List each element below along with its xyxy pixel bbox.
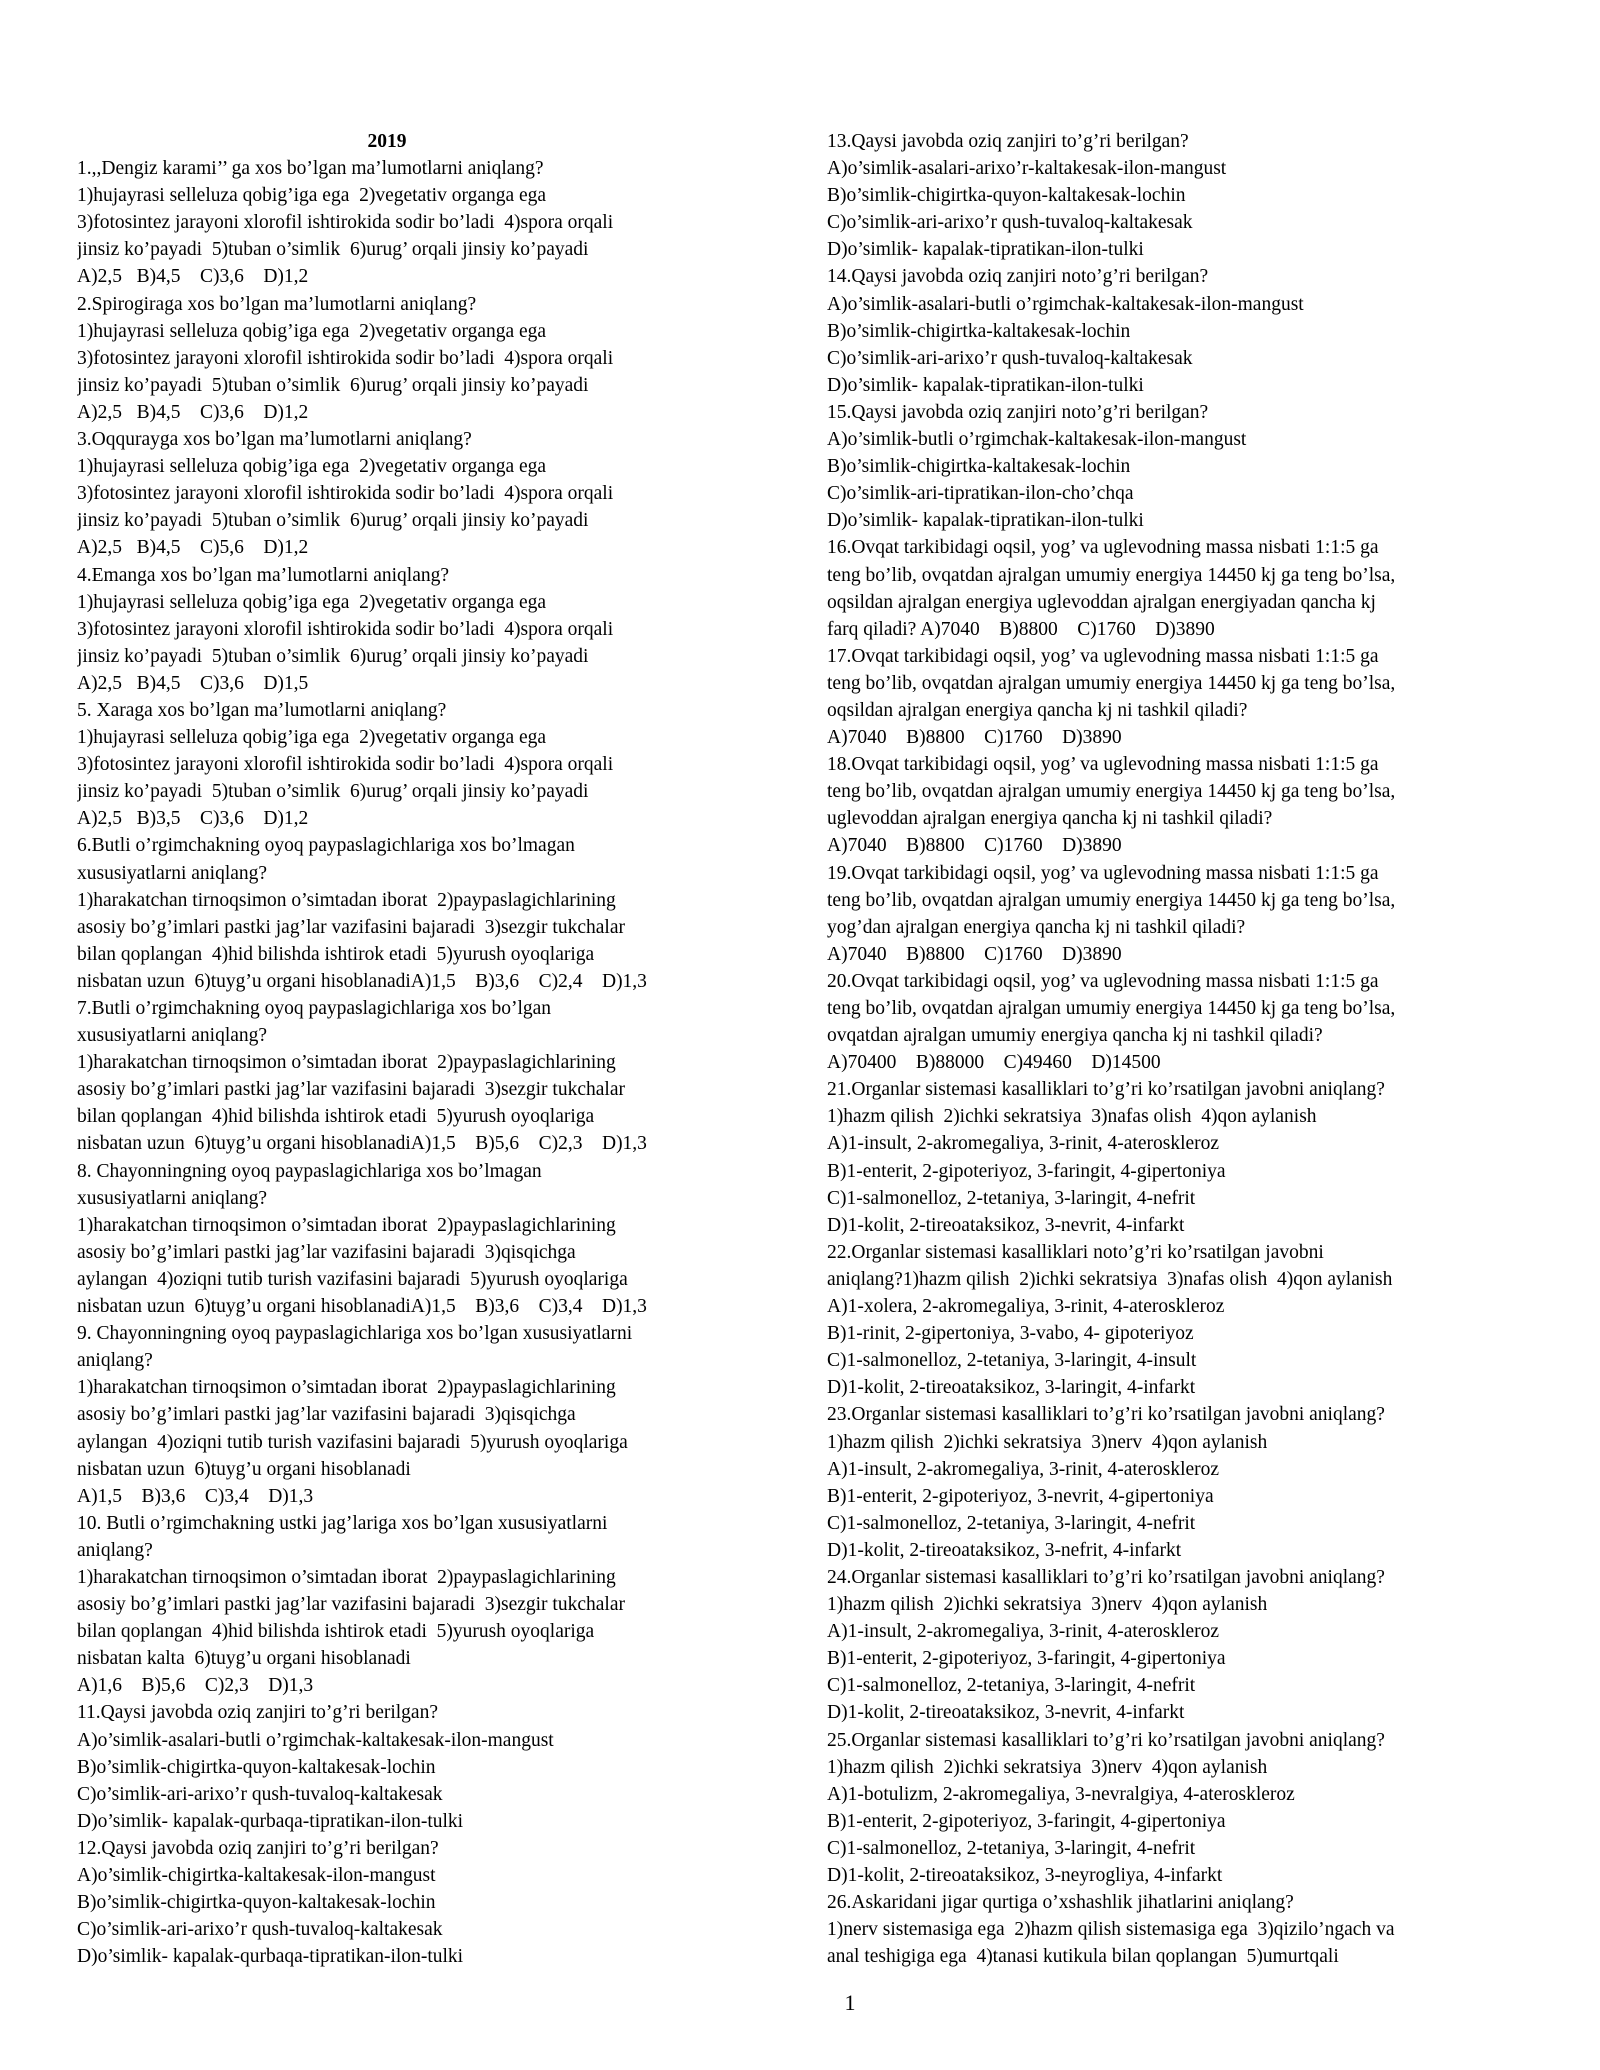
text-line: A)o’simlik-asalari-butli o’rgimchak-kaltakesak-ilon-mangust xyxy=(827,293,1304,315)
text-line: 8. Chayonningning oyoq paypaslagichlariga xos bo’lmagan xyxy=(77,1160,542,1182)
text-line: aylangan 4)oziqni tutib turish vazifasini bajaradi 5)yurush oyoqlariga xyxy=(77,1268,628,1290)
text-line: A)1,6 B)5,6 C)2,3 D)1,3 xyxy=(77,1675,314,1697)
text-line: A)1-xolera, 2-akromegaliya, 3-rinit, 4-ateroskleroz xyxy=(827,1296,1225,1318)
text-line: C)o’simlik-ari-arixo’r qush-tuvaloq-kaltakesak xyxy=(827,212,1193,234)
text-line: oqsildan ajralgan energiya qancha kj ni tashkil qiladi? xyxy=(827,699,1248,721)
text-line: 7.Butli o’rgimchakning oyoq paypaslagichlariga xos bo’lgan xyxy=(77,998,552,1019)
text-line: A)7040 B)8800 C)1760 D)3890 xyxy=(827,943,1122,965)
text-line: D)1-kolit, 2-tireoataksikoz, 3-neyrogliya, 4-infarkt xyxy=(827,1865,1223,1886)
text-line: farq qiladi? A)7040 B)8800 C)1760 D)3890 xyxy=(827,618,1215,640)
text-line: 3.Oqqurayga xos bo’lgan ma’lumotlarni aniqlang? xyxy=(77,429,472,451)
text-line: aniqlang? xyxy=(77,1350,153,1372)
text-line: yog’dan ajralgan energiya qancha kj ni tashkil qiladi? xyxy=(827,916,1246,938)
text-line: D)1-kolit, 2-tireoataksikoz, 3-nevrit, 4-infarkt xyxy=(827,1702,1185,1724)
text-line: B)1-enterit, 2-gipoteriyoz, 3-faringit, 4-gipertoniya xyxy=(827,1810,1226,1832)
text-line: 1)harakatchan tirnoqsimon o’simtadan iborat 2)paypaslagichlarining xyxy=(77,1052,616,1074)
text-line: A)o’simlik-asalari-butli o’rgimchak-kaltakesak-ilon-mangust xyxy=(77,1729,554,1751)
text-line: C)1-salmonelloz, 2-tetaniya, 3-laringit, 4-nefrit xyxy=(827,1675,1196,1697)
text-line: 16.Ovqat tarkibidagi oqsil, yog’ va uglevodning massa nisbati 1:1:5 ga xyxy=(827,537,1379,559)
text-line: C)o’simlik-ari-arixo’r qush-tuvaloq-kaltakesak xyxy=(77,1783,443,1805)
text-line: C)o’simlik-ari-arixo’r qush-tuvaloq-kaltakesak xyxy=(77,1919,443,1941)
text-line: A)7040 B)8800 C)1760 D)3890 xyxy=(827,835,1122,857)
text-line: nisbatan uzun 6)tuyg’u organi hisoblanadiA)1,5 B)5,6 C)2,3 D)1,3 xyxy=(77,1133,647,1155)
text-line: B)o’simlik-chigirtka-kaltakesak-lochin xyxy=(827,320,1131,342)
text-line: xususiyatlarni aniqlang? xyxy=(77,862,268,884)
page-number: 1 xyxy=(844,1990,856,2015)
text-line: 1)hujayrasi selleluza qobig’iga ega 2)vegetativ organga ega xyxy=(77,727,547,749)
text-line: A)7040 B)8800 C)1760 D)3890 xyxy=(827,727,1122,749)
text-line: 1)hazm qilish 2)ichki sekratsiya 3)nerv 4)qon aylanish xyxy=(827,1594,1268,1616)
text-line: A)o’simlik-chigirtka-kaltakesak-ilon-mangust xyxy=(77,1865,436,1886)
text-line: teng bo’lib, ovqatdan ajralgan umumiy energiya 14450 kj ga teng bo’lsa, xyxy=(827,672,1396,694)
text-line: A)2,5 B)4,5 C)3,6 D)1,2 xyxy=(77,401,309,423)
text-line: nisbatan uzun 6)tuyg’u organi hisoblanadiA)1,5 B)3,6 C)2,4 D)1,3 xyxy=(77,970,647,992)
text-line: 25.Organlar sistemasi kasalliklari to’g’ri ko’rsatilgan javobni aniqlang? xyxy=(827,1729,1385,1751)
text-line: C)1-salmonelloz, 2-tetaniya, 3-laringit, 4-nefrit xyxy=(827,1837,1196,1859)
text-line: asosiy bo’g’imlari pastki jag’lar vazifasini bajaradi 3)qisqichga xyxy=(77,1241,576,1263)
text-line: B)1-enterit, 2-gipoteriyoz, 3-nevrit, 4-gipertoniya xyxy=(827,1485,1214,1507)
text-line: D)1-kolit, 2-tireoataksikoz, 3-nevrit, 4-infarkt xyxy=(827,1214,1185,1236)
text-line: asosiy bo’g’imlari pastki jag’lar vazifasini bajaradi 3)qisqichga xyxy=(77,1404,576,1426)
text-line: D)o’simlik- kapalak-qurbaqa-tipratikan-ilon-tulki xyxy=(77,1810,464,1832)
text-line: B)o’simlik-chigirtka-quyon-kaltakesak-lochin xyxy=(77,1892,436,1914)
text-line: C)o’simlik-ari-tipratikan-ilon-cho’chqa xyxy=(827,483,1134,505)
text-line: C)1-salmonelloz, 2-tetaniya, 3-laringit, 4-insult xyxy=(827,1350,1197,1372)
text-line: uglevoddan ajralgan energiya qancha kj ni tashkil qiladi? xyxy=(827,808,1273,830)
text-line: 6.Butli o’rgimchakning oyoq paypaslagichlariga xos bo’lmagan xyxy=(77,835,575,857)
text-line: oqsildan ajralgan energiya uglevoddan ajralgan energiyadan qancha kj xyxy=(827,591,1376,613)
text-line: D)o’simlik- kapalak-tipratikan-ilon-tulki xyxy=(827,239,1144,261)
text-line: jinsiz ko’payadi 5)tuban o’simlik 6)urug’ orqali jinsiy ko’payadi xyxy=(77,510,589,532)
text-line: asosiy bo’g’imlari pastki jag’lar vazifasini bajaradi 3)sezgir tukchalar xyxy=(77,916,625,938)
text-line: B)1-enterit, 2-gipoteriyoz, 3-faringit, 4-gipertoniya xyxy=(827,1160,1226,1182)
text-line: 1)hujayrasi selleluza qobig’iga ega 2)vegetativ organga ega xyxy=(77,320,547,342)
text-line: 11.Qaysi javobda oziq zanjiri to’g’ri berilgan? xyxy=(77,1702,438,1724)
text-line: nisbatan uzun 6)tuyg’u organi hisoblanadi xyxy=(77,1458,411,1480)
text-line: bilan qoplangan 4)hid bilishda ishtirok etadi 5)yurush oyoqlariga xyxy=(77,943,595,965)
text-line: A)1,5 B)3,6 C)3,4 D)1,3 xyxy=(77,1485,314,1507)
text-line: B)1-enterit, 2-gipoteriyoz, 3-faringit, 4-gipertoniya xyxy=(827,1648,1226,1670)
text-line: D)1-kolit, 2-tireoataksikoz, 3-laringit, 4-infarkt xyxy=(827,1377,1196,1399)
text-line: 1)hujayrasi selleluza qobig’iga ega 2)vegetativ organga ega xyxy=(77,456,547,478)
text-line: xususiyatlarni aniqlang? xyxy=(77,1025,268,1047)
text-line: A)70400 B)88000 C)49460 D)14500 xyxy=(827,1052,1161,1074)
text-line: ovqatdan ajralgan umumiy energiya qancha kj ni tashkil qiladi? xyxy=(827,1025,1323,1047)
text-line: 9. Chayonningning oyoq paypaslagichlariga xos bo’lgan xususiyatlarni xyxy=(77,1323,633,1345)
text-line: 17.Ovqat tarkibidagi oqsil, yog’ va uglevodning massa nisbati 1:1:5 ga xyxy=(827,645,1379,667)
text-line: A)2,5 B)4,5 C)3,6 D)1,5 xyxy=(77,672,309,694)
text-line: A)1-insult, 2-akromegaliya, 3-rinit, 4-ateroskleroz xyxy=(827,1621,1220,1643)
text-line: 3)fotosintez jarayoni xlorofil ishtirokida sodir bo’ladi 4)spora orqali xyxy=(77,754,614,776)
text-line: aniqlang? xyxy=(77,1539,153,1561)
text-line: 5. Xaraga xos bo’lgan ma’lumotlarni aniqlang? xyxy=(77,699,447,721)
text-line: D)o’simlik- kapalak-qurbaqa-tipratikan-ilon-tulki xyxy=(77,1946,464,1968)
text-line: jinsiz ko’payadi 5)tuban o’simlik 6)urug’ orqali jinsiy ko’payadi xyxy=(77,239,589,261)
text-line: 12.Qaysi javobda oziq zanjiri to’g’ri berilgan? xyxy=(77,1837,439,1859)
text-line: 2.Spirogiraga xos bo’lgan ma’lumotlarni aniqlang? xyxy=(77,293,477,315)
text-line: jinsiz ko’payadi 5)tuban o’simlik 6)urug’ orqali jinsiy ko’payadi xyxy=(77,374,589,396)
text-line: 1)harakatchan tirnoqsimon o’simtadan iborat 2)paypaslagichlarining xyxy=(77,1566,616,1588)
text-line: 10. Butli o’rgimchakning ustki jag’lariga xos bo’lgan xususiyatlarni xyxy=(77,1512,608,1534)
text-line: A)o’simlik-asalari-arixo’r-kaltakesak-ilon-mangust xyxy=(827,158,1227,180)
text-line: aylangan 4)oziqni tutib turish vazifasini bajaradi 5)yurush oyoqlariga xyxy=(77,1431,628,1453)
text-line: anal teshigiga ega 4)tanasi kutikula bilan qoplangan 5)umurtqali xyxy=(827,1946,1339,1968)
text-line: 26.Askaridani jigar qurtiga o’xshashlik jihatlarini aniqlang? xyxy=(827,1892,1294,1914)
text-line: C)o’simlik-ari-arixo’r qush-tuvaloq-kaltakesak xyxy=(827,347,1193,369)
text-line: D)o’simlik- kapalak-tipratikan-ilon-tulki xyxy=(827,510,1144,532)
text-line: 1)hazm qilish 2)ichki sekratsiya 3)nafas olish 4)qon aylanish xyxy=(827,1106,1317,1128)
text-line: nisbatan uzun 6)tuyg’u organi hisoblanadiA)1,5 B)3,6 C)3,4 D)1,3 xyxy=(77,1296,647,1318)
text-line: C)1-salmonelloz, 2-tetaniya, 3-laringit, 4-nefrit xyxy=(827,1187,1196,1209)
text-line: teng bo’lib, ovqatdan ajralgan umumiy energiya 14450 kj ga teng bo’lsa, xyxy=(827,564,1396,586)
text-line: teng bo’lib, ovqatdan ajralgan umumiy energiya 14450 kj ga teng bo’lsa, xyxy=(827,889,1396,911)
text-line: 24.Organlar sistemasi kasalliklari to’g’ri ko’rsatilgan javobni aniqlang? xyxy=(827,1566,1385,1588)
text-line: asosiy bo’g’imlari pastki jag’lar vazifasini bajaradi 3)sezgir tukchalar xyxy=(77,1594,625,1616)
text-line: D)1-kolit, 2-tireoataksikoz, 3-nefrit, 4-infarkt xyxy=(827,1539,1182,1561)
text-line: A)2,5 B)4,5 C)3,6 D)1,2 xyxy=(77,266,309,288)
text-line: bilan qoplangan 4)hid bilishda ishtirok etadi 5)yurush oyoqlariga xyxy=(77,1621,595,1643)
text-line: 1.,,Dengiz karami’’ ga xos bo’lgan ma’lumotlarni aniqlang? xyxy=(77,158,544,180)
right-text-block xyxy=(827,128,1527,1970)
text-line: 4.Emanga xos bo’lgan ma’lumotlarni aniqlang? xyxy=(77,564,450,586)
text-line: jinsiz ko’payadi 5)tuban o’simlik 6)urug’ orqali jinsiy ko’payadi xyxy=(77,781,589,803)
left-column xyxy=(77,128,777,1970)
text-line: A)2,5 B)4,5 C)5,6 D)1,2 xyxy=(77,537,309,559)
text-line: B)o’simlik-chigirtka-kaltakesak-lochin xyxy=(827,456,1131,478)
text-line: bilan qoplangan 4)hid bilishda ishtirok etadi 5)yurush oyoqlariga xyxy=(77,1106,595,1128)
text-line: 3)fotosintez jarayoni xlorofil ishtirokida sodir bo’ladi 4)spora orqali xyxy=(77,483,614,505)
text-line: A)o’simlik-butli o’rgimchak-kaltakesak-ilon-mangust xyxy=(827,429,1247,451)
text-line: 1)harakatchan tirnoqsimon o’simtadan iborat 2)paypaslagichlarining xyxy=(77,1214,616,1236)
text-line: B)o’simlik-chigirtka-quyon-kaltakesak-lochin xyxy=(77,1756,436,1778)
text-line: 13.Qaysi javobda oziq zanjiri to’g’ri berilgan? xyxy=(827,131,1189,152)
text-line: 20.Ovqat tarkibidagi oqsil, yog’ va uglevodning massa nisbati 1:1:5 ga xyxy=(827,970,1379,992)
text-line: xususiyatlarni aniqlang? xyxy=(77,1187,268,1209)
right-column xyxy=(827,128,1527,1970)
text-line: 3)fotosintez jarayoni xlorofil ishtirokida sodir bo’ladi 4)spora orqali xyxy=(77,347,614,369)
text-line: 1)harakatchan tirnoqsimon o’simtadan iborat 2)paypaslagichlarining xyxy=(77,889,616,911)
left-text-block xyxy=(77,155,777,1970)
text-line: nisbatan kalta 6)tuyg’u organi hisoblanadi xyxy=(77,1648,411,1670)
text-line: A)1-botulizm, 2-akromegaliya, 3-nevralgiya, 4-ateroskleroz xyxy=(827,1783,1295,1805)
text-line: 1)hujayrasi selleluza qobig’iga ega 2)vegetativ organga ega xyxy=(77,591,547,613)
text-line: 1)hazm qilish 2)ichki sekratsiya 3)nerv 4)qon aylanish xyxy=(827,1431,1268,1453)
text-line: 1)hazm qilish 2)ichki sekratsiya 3)nerv 4)qon aylanish xyxy=(827,1756,1268,1778)
text-line: 15.Qaysi javobda oziq zanjiri noto’g’ri berilgan? xyxy=(827,401,1209,423)
text-line: D)o’simlik- kapalak-tipratikan-ilon-tulki xyxy=(827,374,1144,396)
text-line: A)1-insult, 2-akromegaliya, 3-rinit, 4-ateroskleroz xyxy=(827,1133,1220,1155)
text-line: 19.Ovqat tarkibidagi oqsil, yog’ va uglevodning massa nisbati 1:1:5 ga xyxy=(827,862,1379,884)
text-line: 1)nerv sistemasiga ega 2)hazm qilish sistemasiga ega 3)qizilo’ngach va xyxy=(827,1919,1395,1941)
text-line: 21.Organlar sistemasi kasalliklari to’g’ri ko’rsatilgan javobni aniqlang? xyxy=(827,1079,1385,1101)
text-line: aniqlang?1)hazm qilish 2)ichki sekratsiya 3)nafas olish 4)qon aylanish xyxy=(827,1268,1393,1290)
text-line: B)1-rinit, 2-gipertoniya, 3-vabo, 4- gipoteriyoz xyxy=(827,1323,1194,1345)
text-line: A)1-insult, 2-akromegaliya, 3-rinit, 4-ateroskleroz xyxy=(827,1458,1220,1480)
text-line: B)o’simlik-chigirtka-quyon-kaltakesak-lochin xyxy=(827,185,1186,207)
text-line: jinsiz ko’payadi 5)tuban o’simlik 6)urug’ orqali jinsiy ko’payadi xyxy=(77,645,589,667)
text-line: A)2,5 B)3,5 C)3,6 D)1,2 xyxy=(77,808,309,830)
text-line: 3)fotosintez jarayoni xlorofil ishtirokida sodir bo’ladi 4)spora orqali xyxy=(77,212,614,234)
text-line: teng bo’lib, ovqatdan ajralgan umumiy energiya 14450 kj ga teng bo’lsa, xyxy=(827,781,1396,803)
text-line: 1)hujayrasi selleluza qobig’iga ega 2)vegetativ organga ega xyxy=(77,185,547,207)
text-line: C)1-salmonelloz, 2-tetaniya, 3-laringit, 4-nefrit xyxy=(827,1512,1196,1534)
text-line: 22.Organlar sistemasi kasalliklari noto’g’ri ko’rsatilgan javobni xyxy=(827,1241,1324,1263)
text-line: 1)harakatchan tirnoqsimon o’simtadan iborat 2)paypaslagichlarining xyxy=(77,1377,616,1399)
text-line: 23.Organlar sistemasi kasalliklari to’g’ri ko’rsatilgan javobni aniqlang? xyxy=(827,1404,1385,1426)
page-title: 2019 xyxy=(367,131,407,152)
text-line: asosiy bo’g’imlari pastki jag’lar vazifasini bajaradi 3)sezgir tukchalar xyxy=(77,1079,625,1101)
text-line: 3)fotosintez jarayoni xlorofil ishtirokida sodir bo’ladi 4)spora orqali xyxy=(77,618,614,640)
text-line: 14.Qaysi javobda oziq zanjiri noto’g’ri berilgan? xyxy=(827,266,1209,288)
text-line: teng bo’lib, ovqatdan ajralgan umumiy energiya 14450 kj ga teng bo’lsa, xyxy=(827,998,1396,1019)
text-line: 18.Ovqat tarkibidagi oqsil, yog’ va uglevodning massa nisbati 1:1:5 ga xyxy=(827,754,1379,776)
